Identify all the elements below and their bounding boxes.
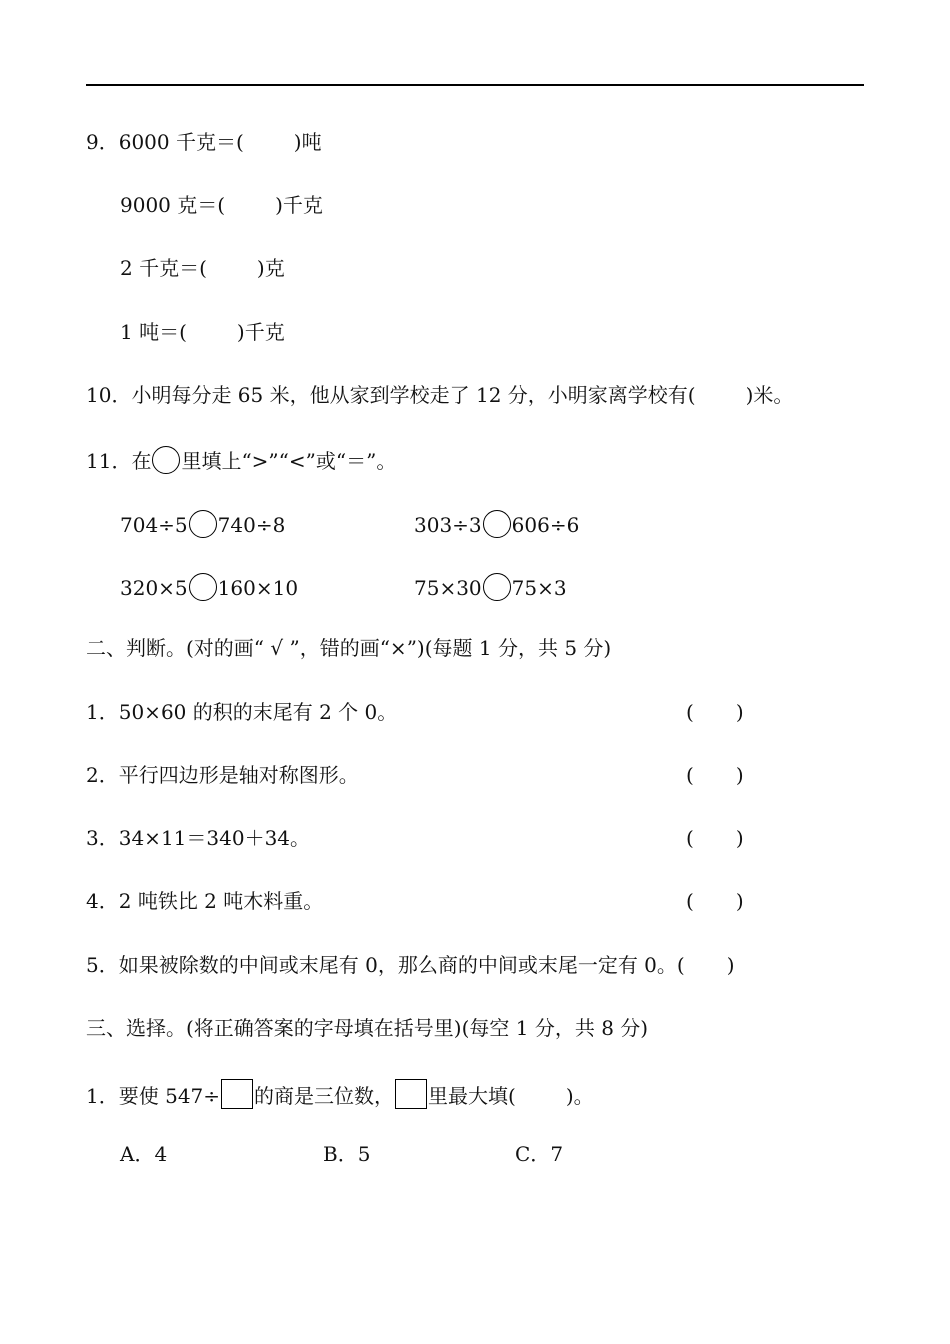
paren-right: ) — [735, 763, 744, 787]
q11-line — [86, 446, 396, 474]
option-c[interactable] — [515, 1142, 563, 1166]
judge-answer-1[interactable] — [686, 700, 744, 724]
judge-item-3 — [86, 826, 310, 850]
q11-item-3 — [120, 573, 298, 601]
judge-item-2 — [86, 763, 359, 787]
judge-item-5-number: 5． — [86, 953, 119, 977]
option-a-value: 4 — [154, 1142, 168, 1166]
circle-placeholder-icon — [152, 446, 180, 474]
paren-left: ( — [686, 763, 694, 787]
q11-post: 里填上“>”“<”或“＝”。 — [181, 449, 397, 473]
q9-line3 — [120, 256, 285, 280]
option-b-label: B． — [323, 1142, 358, 1166]
section2-title: 二、判断。(对的画“ √ ”，错的画“×”)(每题 1 分，共 5 分) — [86, 636, 612, 660]
q11-item-3-right: 160×10 — [217, 576, 299, 600]
q11-item-1-left: 704÷5 — [120, 513, 188, 537]
option-a[interactable] — [120, 1142, 167, 1166]
q9-a1-right: )吨 — [293, 130, 322, 154]
q9-line4 — [120, 320, 285, 344]
q10-number: 10． — [86, 383, 132, 407]
judge-item-1-number: 1． — [86, 700, 119, 724]
box-placeholder-icon — [395, 1079, 427, 1109]
option-c-label: C． — [515, 1142, 551, 1166]
q9-a1-left: 6000 千克＝( — [118, 130, 244, 154]
paren-left: ( — [686, 700, 694, 724]
q10-left: 小明每分走 65 米，他从家到学校走了 12 分，小明家离学校有( — [131, 383, 696, 407]
q9-a3-left: 2 千克＝( — [120, 256, 207, 280]
judge-item-3-number: 3． — [86, 826, 119, 850]
q9-a3-right: )克 — [256, 256, 285, 280]
q9-line2 — [120, 193, 323, 217]
q10-right: )米。 — [745, 383, 794, 407]
judge-item-2-text: 平行四边形是轴对称图形。 — [118, 763, 359, 787]
judge-item-3-text: 34×11＝340＋34。 — [118, 826, 311, 850]
section3-title: 三、选择。(将正确答案的字母填在括号里)(每空 1 分，共 8 分) — [86, 1016, 649, 1040]
choice-q1-post-right: )。 — [565, 1084, 594, 1108]
judge-item-5 — [86, 953, 735, 977]
judge-item-4-number: 4． — [86, 889, 119, 913]
q11-item-1-right: 740÷8 — [217, 513, 286, 537]
option-a-label: A． — [120, 1142, 155, 1166]
q9-line1 — [86, 130, 322, 154]
q9-a4-left: 1 吨＝( — [120, 320, 187, 344]
paren-left: ( — [686, 889, 694, 913]
q11-item-2-right: 606÷6 — [511, 513, 580, 537]
judge-item-5-text: 如果被除数的中间或末尾有 0，那么商的中间或末尾一定有 0。( — [118, 953, 685, 977]
q10-line — [86, 383, 793, 407]
judge-item-2-number: 2． — [86, 763, 119, 787]
q11-item-3-left: 320×5 — [120, 576, 188, 600]
option-b[interactable] — [323, 1142, 370, 1166]
q9-a2-left: 9000 克＝( — [120, 193, 226, 217]
comparison-circle[interactable] — [483, 510, 511, 538]
header-rule — [86, 84, 864, 86]
paren-right: ) — [735, 826, 744, 850]
choice-q1-post-left: 里最大填( — [428, 1084, 516, 1108]
comparison-circle[interactable] — [483, 573, 511, 601]
comparison-circle[interactable] — [189, 573, 217, 601]
option-c-value: 7 — [550, 1142, 564, 1166]
box-placeholder-icon — [221, 1079, 253, 1109]
judge-item-4 — [86, 889, 323, 913]
judge-answer-4[interactable] — [686, 889, 744, 913]
paren-left: ( — [686, 826, 694, 850]
comparison-circle[interactable] — [189, 510, 217, 538]
q11-pre: 在 — [131, 449, 152, 473]
q11-item-4 — [414, 573, 567, 601]
q9-number: 9． — [86, 130, 119, 154]
q11-item-2 — [414, 510, 579, 538]
paren-right: ) — [735, 889, 744, 913]
judge-answer-3[interactable] — [686, 826, 744, 850]
choice-q1-number: 1． — [86, 1084, 119, 1108]
choice-q1 — [86, 1079, 594, 1109]
choice-q1-pre: 要使 547÷ — [118, 1084, 221, 1108]
judge-item-4-text: 2 吨铁比 2 吨木料重。 — [118, 889, 324, 913]
option-b-value: 5 — [357, 1142, 371, 1166]
judge-item-1 — [86, 700, 397, 724]
paren-right: ) — [726, 953, 735, 977]
q11-item-4-left: 75×30 — [414, 576, 482, 600]
paren-right: ) — [735, 700, 744, 724]
judge-item-1-text: 50×60 的积的末尾有 2 个 0。 — [118, 700, 398, 724]
choice-q1-mid: 的商是三位数， — [254, 1084, 395, 1108]
judge-answer-2[interactable] — [686, 763, 744, 787]
q11-item-2-left: 303÷3 — [414, 513, 482, 537]
q11-item-4-right: 75×3 — [511, 576, 567, 600]
q11-item-1 — [120, 510, 285, 538]
q11-number: 11． — [86, 449, 132, 473]
q9-a2-right: )千克 — [275, 193, 323, 217]
q9-a4-right: )千克 — [236, 320, 285, 344]
